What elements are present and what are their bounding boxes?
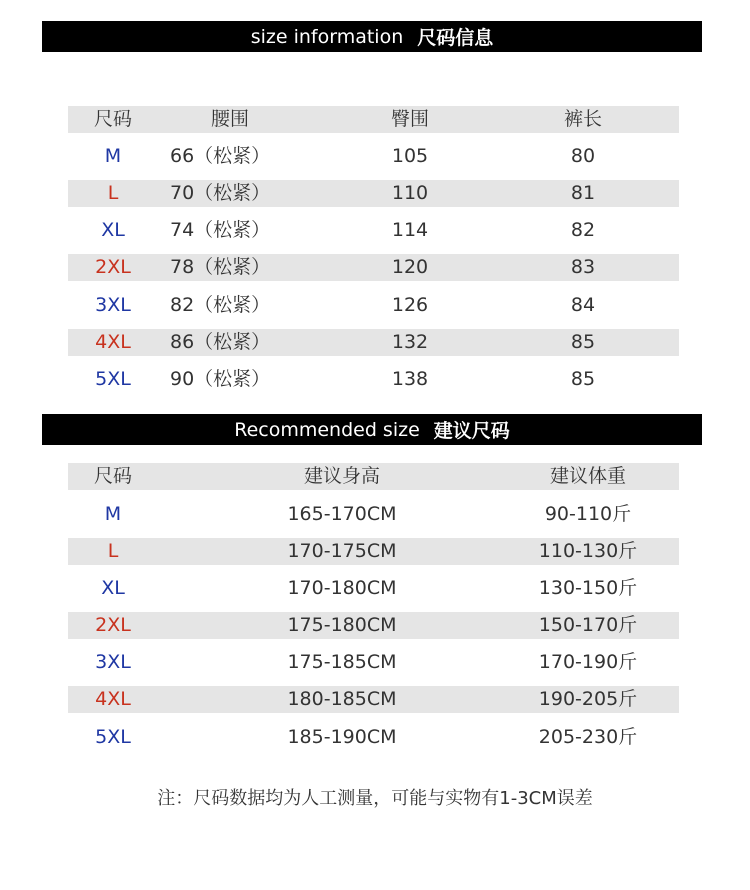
- table-row: [68, 292, 679, 319]
- waist-value: 90（松紧）: [170, 368, 271, 390]
- waist-value: 86（松紧）: [170, 331, 271, 353]
- table-row: [68, 538, 679, 565]
- weight-value: 205-230斤: [538, 726, 638, 748]
- size-code: M: [104, 503, 122, 525]
- table-row: [68, 143, 679, 170]
- banner-title-zh: 建议尺码: [433, 420, 510, 442]
- weight-value: 110-130斤: [538, 540, 638, 562]
- size-code: 5XL: [95, 368, 131, 390]
- size-code: 2XL: [95, 256, 131, 278]
- table-header-row: [68, 463, 679, 490]
- hip-value: 132: [391, 331, 429, 353]
- waist-value: 82（松紧）: [170, 294, 271, 316]
- size-code: 5XL: [95, 726, 131, 748]
- hip-value: 138: [391, 368, 429, 390]
- banner-title-en: size information: [250, 25, 404, 48]
- waist-value: 70（松紧）: [170, 182, 271, 204]
- header-waist: 腰围: [210, 108, 249, 130]
- weight-value: 150-170斤: [538, 614, 638, 636]
- size-code: XL: [101, 577, 125, 599]
- size-code: 4XL: [95, 331, 131, 353]
- waist-value: 66（松紧）: [170, 145, 271, 167]
- hip-value: 105: [391, 145, 429, 167]
- table-row: [68, 501, 679, 528]
- weight-value: 190-205斤: [538, 688, 638, 710]
- height-value: 170-175CM: [287, 540, 397, 562]
- table-row: [68, 612, 679, 639]
- measurement-note: 注：尺码数据均为人工测量，可能与实物有1-3CM误差: [157, 788, 593, 809]
- length-value: 85: [570, 331, 596, 353]
- header-hip: 臀围: [390, 108, 429, 130]
- table-row: [68, 254, 679, 281]
- table-row: [68, 217, 679, 244]
- length-value: 80: [570, 145, 596, 167]
- header-length: 裤长: [563, 108, 602, 130]
- hip-value: 110: [391, 182, 429, 204]
- table-row: [68, 366, 679, 393]
- height-value: 165-170CM: [287, 503, 397, 525]
- size-code: L: [107, 540, 119, 562]
- table-header-row: [68, 106, 679, 133]
- size-code: M: [104, 145, 122, 167]
- header-weight: 建议体重: [549, 465, 626, 487]
- size-code: 3XL: [95, 651, 131, 673]
- size-code: XL: [101, 219, 125, 241]
- size-code: 2XL: [95, 614, 131, 636]
- hip-value: 126: [391, 294, 429, 316]
- header-size: 尺码: [93, 108, 132, 130]
- table-row: [68, 724, 679, 751]
- length-value: 83: [570, 256, 596, 278]
- waist-value: 74（松紧）: [170, 219, 271, 241]
- table-row: [68, 329, 679, 356]
- banner-title-en: Recommended size: [234, 418, 420, 441]
- table-row: [68, 686, 679, 713]
- length-value: 85: [570, 368, 596, 390]
- waist-value: 78（松紧）: [170, 256, 271, 278]
- size-code: L: [107, 182, 119, 204]
- size-information-banner: [42, 21, 702, 52]
- height-value: 170-180CM: [287, 577, 397, 599]
- header-height: 建议身高: [303, 465, 380, 487]
- size-code: 3XL: [95, 294, 131, 316]
- table-row: [68, 649, 679, 676]
- height-value: 175-185CM: [287, 651, 397, 673]
- length-value: 84: [570, 294, 596, 316]
- banner-title-zh: 尺码信息: [417, 27, 494, 49]
- weight-value: 130-150斤: [538, 577, 638, 599]
- recommended-size-banner: [42, 414, 702, 445]
- size-code: 4XL: [95, 688, 131, 710]
- table-row: [68, 575, 679, 602]
- weight-value: 170-190斤: [538, 651, 638, 673]
- height-value: 175-180CM: [287, 614, 397, 636]
- height-value: 180-185CM: [287, 688, 397, 710]
- header-size: 尺码: [93, 465, 132, 487]
- table-row: [68, 180, 679, 207]
- length-value: 82: [570, 219, 596, 241]
- hip-value: 114: [391, 219, 429, 241]
- height-value: 185-190CM: [287, 726, 397, 748]
- length-value: 81: [570, 182, 596, 204]
- hip-value: 120: [391, 256, 429, 278]
- weight-value: 90-110斤: [544, 503, 632, 525]
